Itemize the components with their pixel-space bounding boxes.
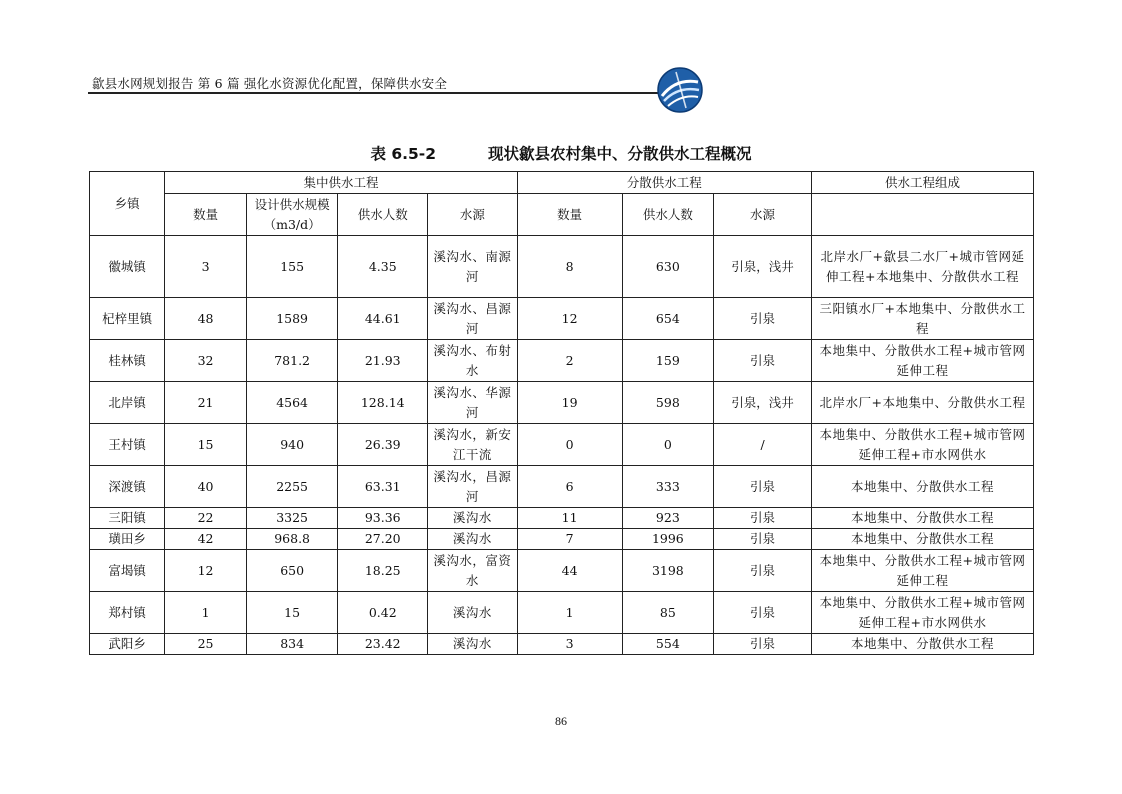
dispersed-count-cell: 6 bbox=[517, 466, 622, 508]
township-cell: 桂林镇 bbox=[90, 340, 165, 382]
dispersed-count-cell: 0 bbox=[517, 424, 622, 466]
central-source-cell: 溪沟水、昌源河 bbox=[428, 298, 518, 340]
central-count-cell: 25 bbox=[165, 634, 246, 655]
central-scale-cell: 3325 bbox=[246, 508, 338, 529]
table-row bbox=[90, 508, 1034, 529]
central-count-cell: 3 bbox=[165, 236, 246, 298]
composition-cell: 本地集中、分散供水工程+城市管网延伸工程+市水网供水 bbox=[811, 592, 1033, 634]
dispersed-count-cell: 8 bbox=[517, 236, 622, 298]
central-population-cell: 44.61 bbox=[338, 298, 428, 340]
col-central-source: 水源 bbox=[428, 194, 518, 236]
table-row bbox=[90, 550, 1034, 592]
dispersed-population-cell: 159 bbox=[622, 340, 714, 382]
dispersed-source-cell: 引泉，浅井 bbox=[714, 382, 812, 424]
central-population-cell: 63.31 bbox=[338, 466, 428, 508]
central-scale-cell: 1589 bbox=[246, 298, 338, 340]
central-source-cell: 溪沟水 bbox=[428, 508, 518, 529]
central-count-cell: 48 bbox=[165, 298, 246, 340]
dispersed-source-cell: 引泉 bbox=[714, 466, 812, 508]
dispersed-count-cell: 1 bbox=[517, 592, 622, 634]
central-source-cell: 溪沟水，昌源河 bbox=[428, 466, 518, 508]
dispersed-population-cell: 3198 bbox=[622, 550, 714, 592]
central-population-cell: 18.25 bbox=[338, 550, 428, 592]
central-count-cell: 1 bbox=[165, 592, 246, 634]
central-population-cell: 27.20 bbox=[338, 529, 428, 550]
dispersed-population-cell: 630 bbox=[622, 236, 714, 298]
water-supply-table bbox=[89, 171, 1034, 655]
composition-cell: 本地集中、分散供水工程 bbox=[811, 634, 1033, 655]
composition-cell: 本地集中、分散供水工程+城市管网延伸工程 bbox=[811, 340, 1033, 382]
col-township: 乡镇 bbox=[90, 172, 165, 236]
water-network-logo-icon bbox=[656, 66, 704, 114]
col-dispersed-population: 供水人数 bbox=[622, 194, 714, 236]
central-scale-cell: 155 bbox=[246, 236, 338, 298]
central-population-cell: 93.36 bbox=[338, 508, 428, 529]
dispersed-population-cell: 0 bbox=[622, 424, 714, 466]
dispersed-count-cell: 7 bbox=[517, 529, 622, 550]
central-source-cell: 溪沟水 bbox=[428, 634, 518, 655]
dispersed-count-cell: 11 bbox=[517, 508, 622, 529]
township-cell: 杞梓里镇 bbox=[90, 298, 165, 340]
central-scale-cell: 15 bbox=[246, 592, 338, 634]
central-source-cell: 溪沟水，新安江干流 bbox=[428, 424, 518, 466]
dispersed-source-cell: 引泉 bbox=[714, 340, 812, 382]
township-cell: 三阳镇 bbox=[90, 508, 165, 529]
dispersed-source-cell: 引泉 bbox=[714, 529, 812, 550]
central-count-cell: 32 bbox=[165, 340, 246, 382]
running-header: 歙县水网规划报告 第 6 篇 强化水资源优化配置，保障供水安全 bbox=[92, 76, 448, 91]
dispersed-source-cell: 引泉 bbox=[714, 298, 812, 340]
central-population-cell: 4.35 bbox=[338, 236, 428, 298]
page-number: 86 bbox=[555, 714, 567, 728]
dispersed-source-cell: 引泉 bbox=[714, 592, 812, 634]
township-cell: 王村镇 bbox=[90, 424, 165, 466]
col-dispersed-count: 数量 bbox=[517, 194, 622, 236]
col-composition: 供水工程组成 bbox=[811, 172, 1033, 194]
township-cell: 北岸镇 bbox=[90, 382, 165, 424]
group-dispersed-supply: 分散供水工程 bbox=[517, 172, 811, 194]
table-row bbox=[90, 592, 1034, 634]
table-row bbox=[90, 529, 1034, 550]
dispersed-source-cell: 引泉 bbox=[714, 634, 812, 655]
central-scale-cell: 940 bbox=[246, 424, 338, 466]
central-source-cell: 溪沟水、布射水 bbox=[428, 340, 518, 382]
composition-cell: 本地集中、分散供水工程+城市管网延伸工程+市水网供水 bbox=[811, 424, 1033, 466]
central-scale-cell: 4564 bbox=[246, 382, 338, 424]
table-caption bbox=[0, 142, 1122, 164]
dispersed-population-cell: 85 bbox=[622, 592, 714, 634]
composition-cell: 北岸水厂+歙县二水厂+城市管网延伸工程+本地集中、分散供水工程 bbox=[811, 236, 1033, 298]
col-central-population: 供水人数 bbox=[338, 194, 428, 236]
central-population-cell: 0.42 bbox=[338, 592, 428, 634]
dispersed-population-cell: 554 bbox=[622, 634, 714, 655]
composition-cell: 三阳镇水厂+本地集中、分散供水工程 bbox=[811, 298, 1033, 340]
central-count-cell: 22 bbox=[165, 508, 246, 529]
composition-cell: 本地集中、分散供水工程 bbox=[811, 529, 1033, 550]
central-scale-cell: 781.2 bbox=[246, 340, 338, 382]
dispersed-count-cell: 12 bbox=[517, 298, 622, 340]
table-row bbox=[90, 236, 1034, 298]
central-scale-cell: 650 bbox=[246, 550, 338, 592]
col-central-count: 数量 bbox=[165, 194, 246, 236]
central-scale-cell: 2255 bbox=[246, 466, 338, 508]
dispersed-count-cell: 3 bbox=[517, 634, 622, 655]
central-scale-cell: 834 bbox=[246, 634, 338, 655]
dispersed-population-cell: 1996 bbox=[622, 529, 714, 550]
dispersed-population-cell: 654 bbox=[622, 298, 714, 340]
table-title: 现状歙县农村集中、分散供水工程概况 bbox=[488, 145, 752, 163]
table-row bbox=[90, 382, 1034, 424]
table-number: 表 6.5-2 bbox=[370, 145, 437, 163]
header-rule bbox=[88, 92, 688, 94]
township-cell: 璜田乡 bbox=[90, 529, 165, 550]
central-count-cell: 42 bbox=[165, 529, 246, 550]
composition-cell: 北岸水厂+本地集中、分散供水工程 bbox=[811, 382, 1033, 424]
table-row bbox=[90, 424, 1034, 466]
central-population-cell: 23.42 bbox=[338, 634, 428, 655]
composition-cell: 本地集中、分散供水工程 bbox=[811, 508, 1033, 529]
central-population-cell: 128.14 bbox=[338, 382, 428, 424]
township-cell: 郑村镇 bbox=[90, 592, 165, 634]
central-source-cell: 溪沟水 bbox=[428, 529, 518, 550]
dispersed-source-cell: / bbox=[714, 424, 812, 466]
central-source-cell: 溪沟水、华源河 bbox=[428, 382, 518, 424]
dispersed-source-cell: 引泉，浅井 bbox=[714, 236, 812, 298]
township-cell: 深渡镇 bbox=[90, 466, 165, 508]
col-dispersed-source: 水源 bbox=[714, 194, 812, 236]
col-composition-blank bbox=[811, 194, 1033, 236]
dispersed-source-cell: 引泉 bbox=[714, 508, 812, 529]
township-cell: 富堨镇 bbox=[90, 550, 165, 592]
dispersed-source-cell: 引泉 bbox=[714, 550, 812, 592]
township-cell: 武阳乡 bbox=[90, 634, 165, 655]
composition-cell: 本地集中、分散供水工程+城市管网延伸工程 bbox=[811, 550, 1033, 592]
central-count-cell: 40 bbox=[165, 466, 246, 508]
township-cell: 徽城镇 bbox=[90, 236, 165, 298]
dispersed-population-cell: 923 bbox=[622, 508, 714, 529]
dispersed-count-cell: 44 bbox=[517, 550, 622, 592]
table-row bbox=[90, 340, 1034, 382]
dispersed-population-cell: 333 bbox=[622, 466, 714, 508]
central-source-cell: 溪沟水 bbox=[428, 592, 518, 634]
central-population-cell: 21.93 bbox=[338, 340, 428, 382]
col-central-scale: 设计供水规模（m3/d） bbox=[246, 194, 338, 236]
table-row bbox=[90, 298, 1034, 340]
central-population-cell: 26.39 bbox=[338, 424, 428, 466]
central-source-cell: 溪沟水，富资水 bbox=[428, 550, 518, 592]
central-source-cell: 溪沟水、南源河 bbox=[428, 236, 518, 298]
dispersed-count-cell: 2 bbox=[517, 340, 622, 382]
group-central-supply: 集中供水工程 bbox=[165, 172, 517, 194]
table-row bbox=[90, 466, 1034, 508]
central-scale-cell: 968.8 bbox=[246, 529, 338, 550]
composition-cell: 本地集中、分散供水工程 bbox=[811, 466, 1033, 508]
table-row bbox=[90, 634, 1034, 655]
central-count-cell: 12 bbox=[165, 550, 246, 592]
central-count-cell: 21 bbox=[165, 382, 246, 424]
dispersed-count-cell: 19 bbox=[517, 382, 622, 424]
central-count-cell: 15 bbox=[165, 424, 246, 466]
dispersed-population-cell: 598 bbox=[622, 382, 714, 424]
